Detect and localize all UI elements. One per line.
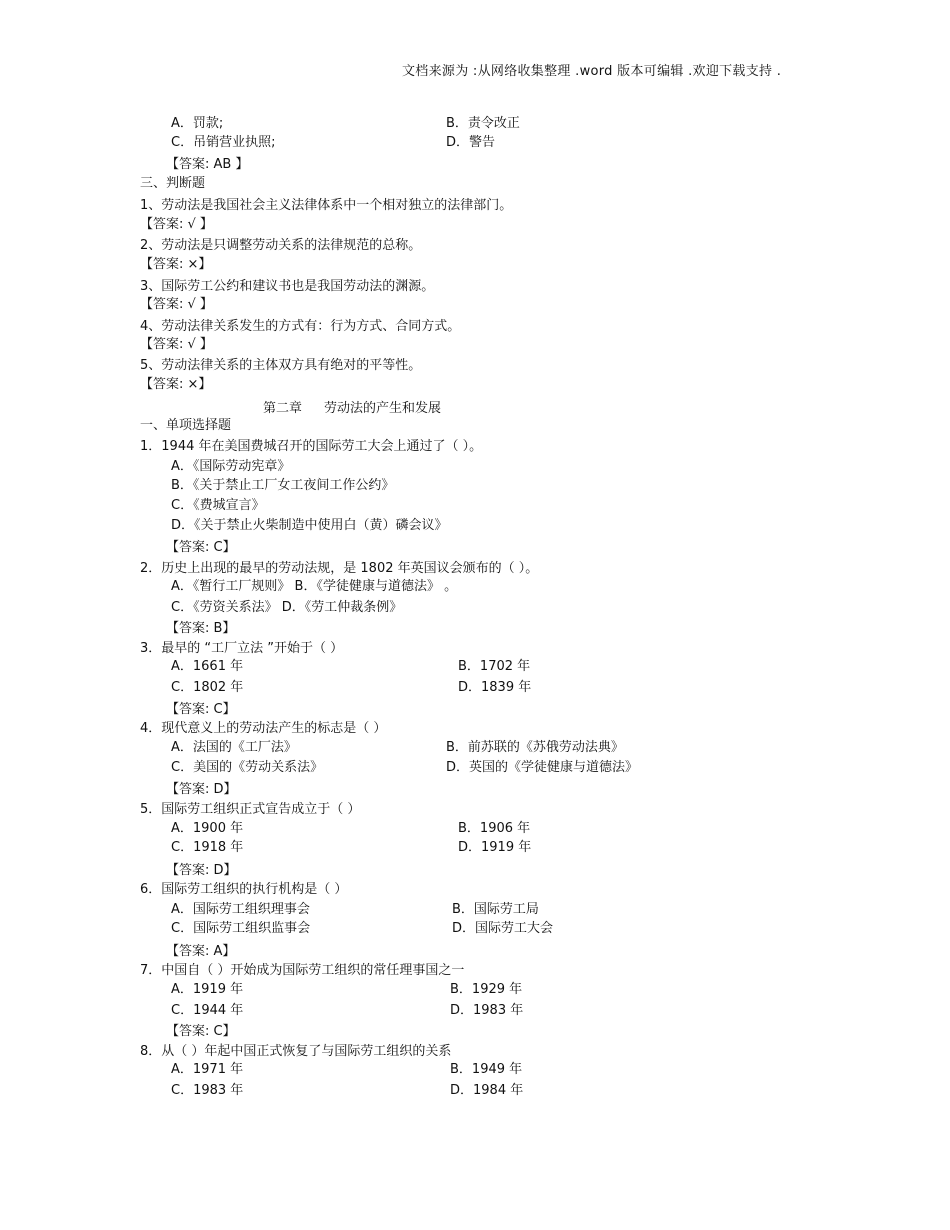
- option-c: C．1944 年: [171, 1003, 244, 1018]
- option-c: C．1802 年: [171, 680, 244, 695]
- option-d: D．1919 年: [458, 840, 532, 855]
- judge-question: 4、劳动法律关系发生的方式有：行为方式、合同方式。: [140, 319, 461, 334]
- option-d: D．1984 年: [450, 1083, 524, 1098]
- option-a: A．1900 年: [171, 821, 244, 836]
- option-d: D．1839 年: [458, 680, 532, 695]
- answer: 【答案: √ 】: [140, 297, 213, 312]
- option-c: C．美国的《劳动关系法》: [171, 760, 324, 775]
- chapter-title: 劳动法的产生和发展: [324, 401, 442, 416]
- option-c: C．国际劳工组织监事会: [171, 921, 311, 936]
- question: 8．从（ ）年起中国正式恢复了与国际劳工组织的关系: [140, 1044, 452, 1059]
- chapter-number: 第二章: [263, 401, 303, 416]
- option-c: C．1983 年: [171, 1083, 244, 1098]
- judge-question: 3、国际劳工公约和建议书也是我国劳动法的渊源。: [140, 279, 435, 294]
- option-a: A．1971 年: [171, 1062, 244, 1077]
- option-b: B．1702 年: [458, 659, 531, 674]
- question: 6．国际劳工组织的执行机构是（ ）: [140, 882, 348, 897]
- question: 4．现代意义上的劳动法产生的标志是（ ）: [140, 721, 387, 736]
- question: 2．历史上出现的最早的劳动法规，是 1802 年英国议会颁布的（ ）。: [140, 561, 539, 576]
- question: 5．国际劳工组织正式宣告成立于（ ）: [140, 802, 361, 817]
- option-a: A．《国际劳动宪章》: [171, 459, 291, 474]
- option-b: B．1906 年: [458, 821, 531, 836]
- option-a: A．1919 年: [171, 982, 244, 997]
- chapter-heading: [263, 397, 463, 416]
- answer: 【答案: C】: [166, 1024, 236, 1039]
- answer: 【答案: D】: [166, 863, 237, 878]
- option-a: A．国际劳工组织理事会: [171, 902, 310, 917]
- answer: 【答案: ×】: [140, 377, 212, 392]
- question: 7．中国自（ ）开始成为国际劳工组织的常任理事国之一: [140, 963, 465, 978]
- answer: 【答案: √ 】: [140, 337, 213, 352]
- option-d: D．《关于禁止火柴制造中使用白（黄）磷会议》: [171, 518, 448, 533]
- question: 3．最早的 “工厂立法 ”开始于（ ）: [140, 641, 344, 656]
- answer: 【答案: C】: [166, 540, 236, 555]
- answer: 【答案: √ 】: [140, 217, 213, 232]
- option-c: C．吊销营业执照;: [171, 135, 276, 150]
- options-ab: A．《暂行工厂规则》 B．《学徒健康与道德法》 。: [171, 579, 458, 594]
- option-b: B．前苏联的《苏俄劳动法典》: [446, 740, 624, 755]
- answer: 【答案: D】: [166, 782, 237, 797]
- page-header: 文档来源为 :从网络收集整理 .word 版本可编辑 .欢迎下载支持 .: [402, 64, 782, 79]
- option-b: B．《关于禁止工厂女工夜间工作公约》: [171, 478, 395, 493]
- answer: 【答案: C】: [166, 702, 236, 717]
- option-d: D．国际劳工大会: [452, 921, 554, 936]
- judge-question: 1、劳动法是我国社会主义法律体系中一个相对独立的法律部门。: [140, 198, 513, 213]
- option-b: B．1929 年: [450, 982, 523, 997]
- answer: 【答案: B】: [166, 621, 236, 636]
- question: 1．1944 年在美国费城召开的国际劳工大会上通过了（ ）。: [140, 439, 483, 454]
- option-d: D．警告: [446, 135, 496, 150]
- option-d: D．英国的《学徒健康与道德法》: [446, 760, 639, 775]
- option-a: A．1661 年: [171, 659, 244, 674]
- option-c: C．1918 年: [171, 840, 244, 855]
- option-c: C．《费城宣言》: [171, 498, 265, 513]
- option-b: B．国际劳工局: [452, 902, 539, 917]
- section-title: 三、判断题: [140, 176, 206, 191]
- judge-question: 5、劳动法律关系的主体双方具有绝对的平等性。: [140, 358, 422, 373]
- option-a: A．罚款;: [171, 116, 224, 131]
- answer: 【答案: ×】: [140, 257, 212, 272]
- option-b: B．1949 年: [450, 1062, 523, 1077]
- option-d: D．1983 年: [450, 1003, 524, 1018]
- answer: 【答案: A】: [166, 944, 236, 959]
- option-a: A．法国的《工厂法》: [171, 740, 297, 755]
- option-b: B．责令改正: [446, 116, 520, 131]
- options-cd: C．《劳资关系法》 D．《劳工仲裁条例》: [171, 600, 403, 615]
- judge-question: 2、劳动法是只调整劳动关系的法律规范的总称。: [140, 238, 422, 253]
- answer: 【答案: AB 】: [166, 157, 249, 172]
- section-title: 一、单项选择题: [140, 418, 232, 433]
